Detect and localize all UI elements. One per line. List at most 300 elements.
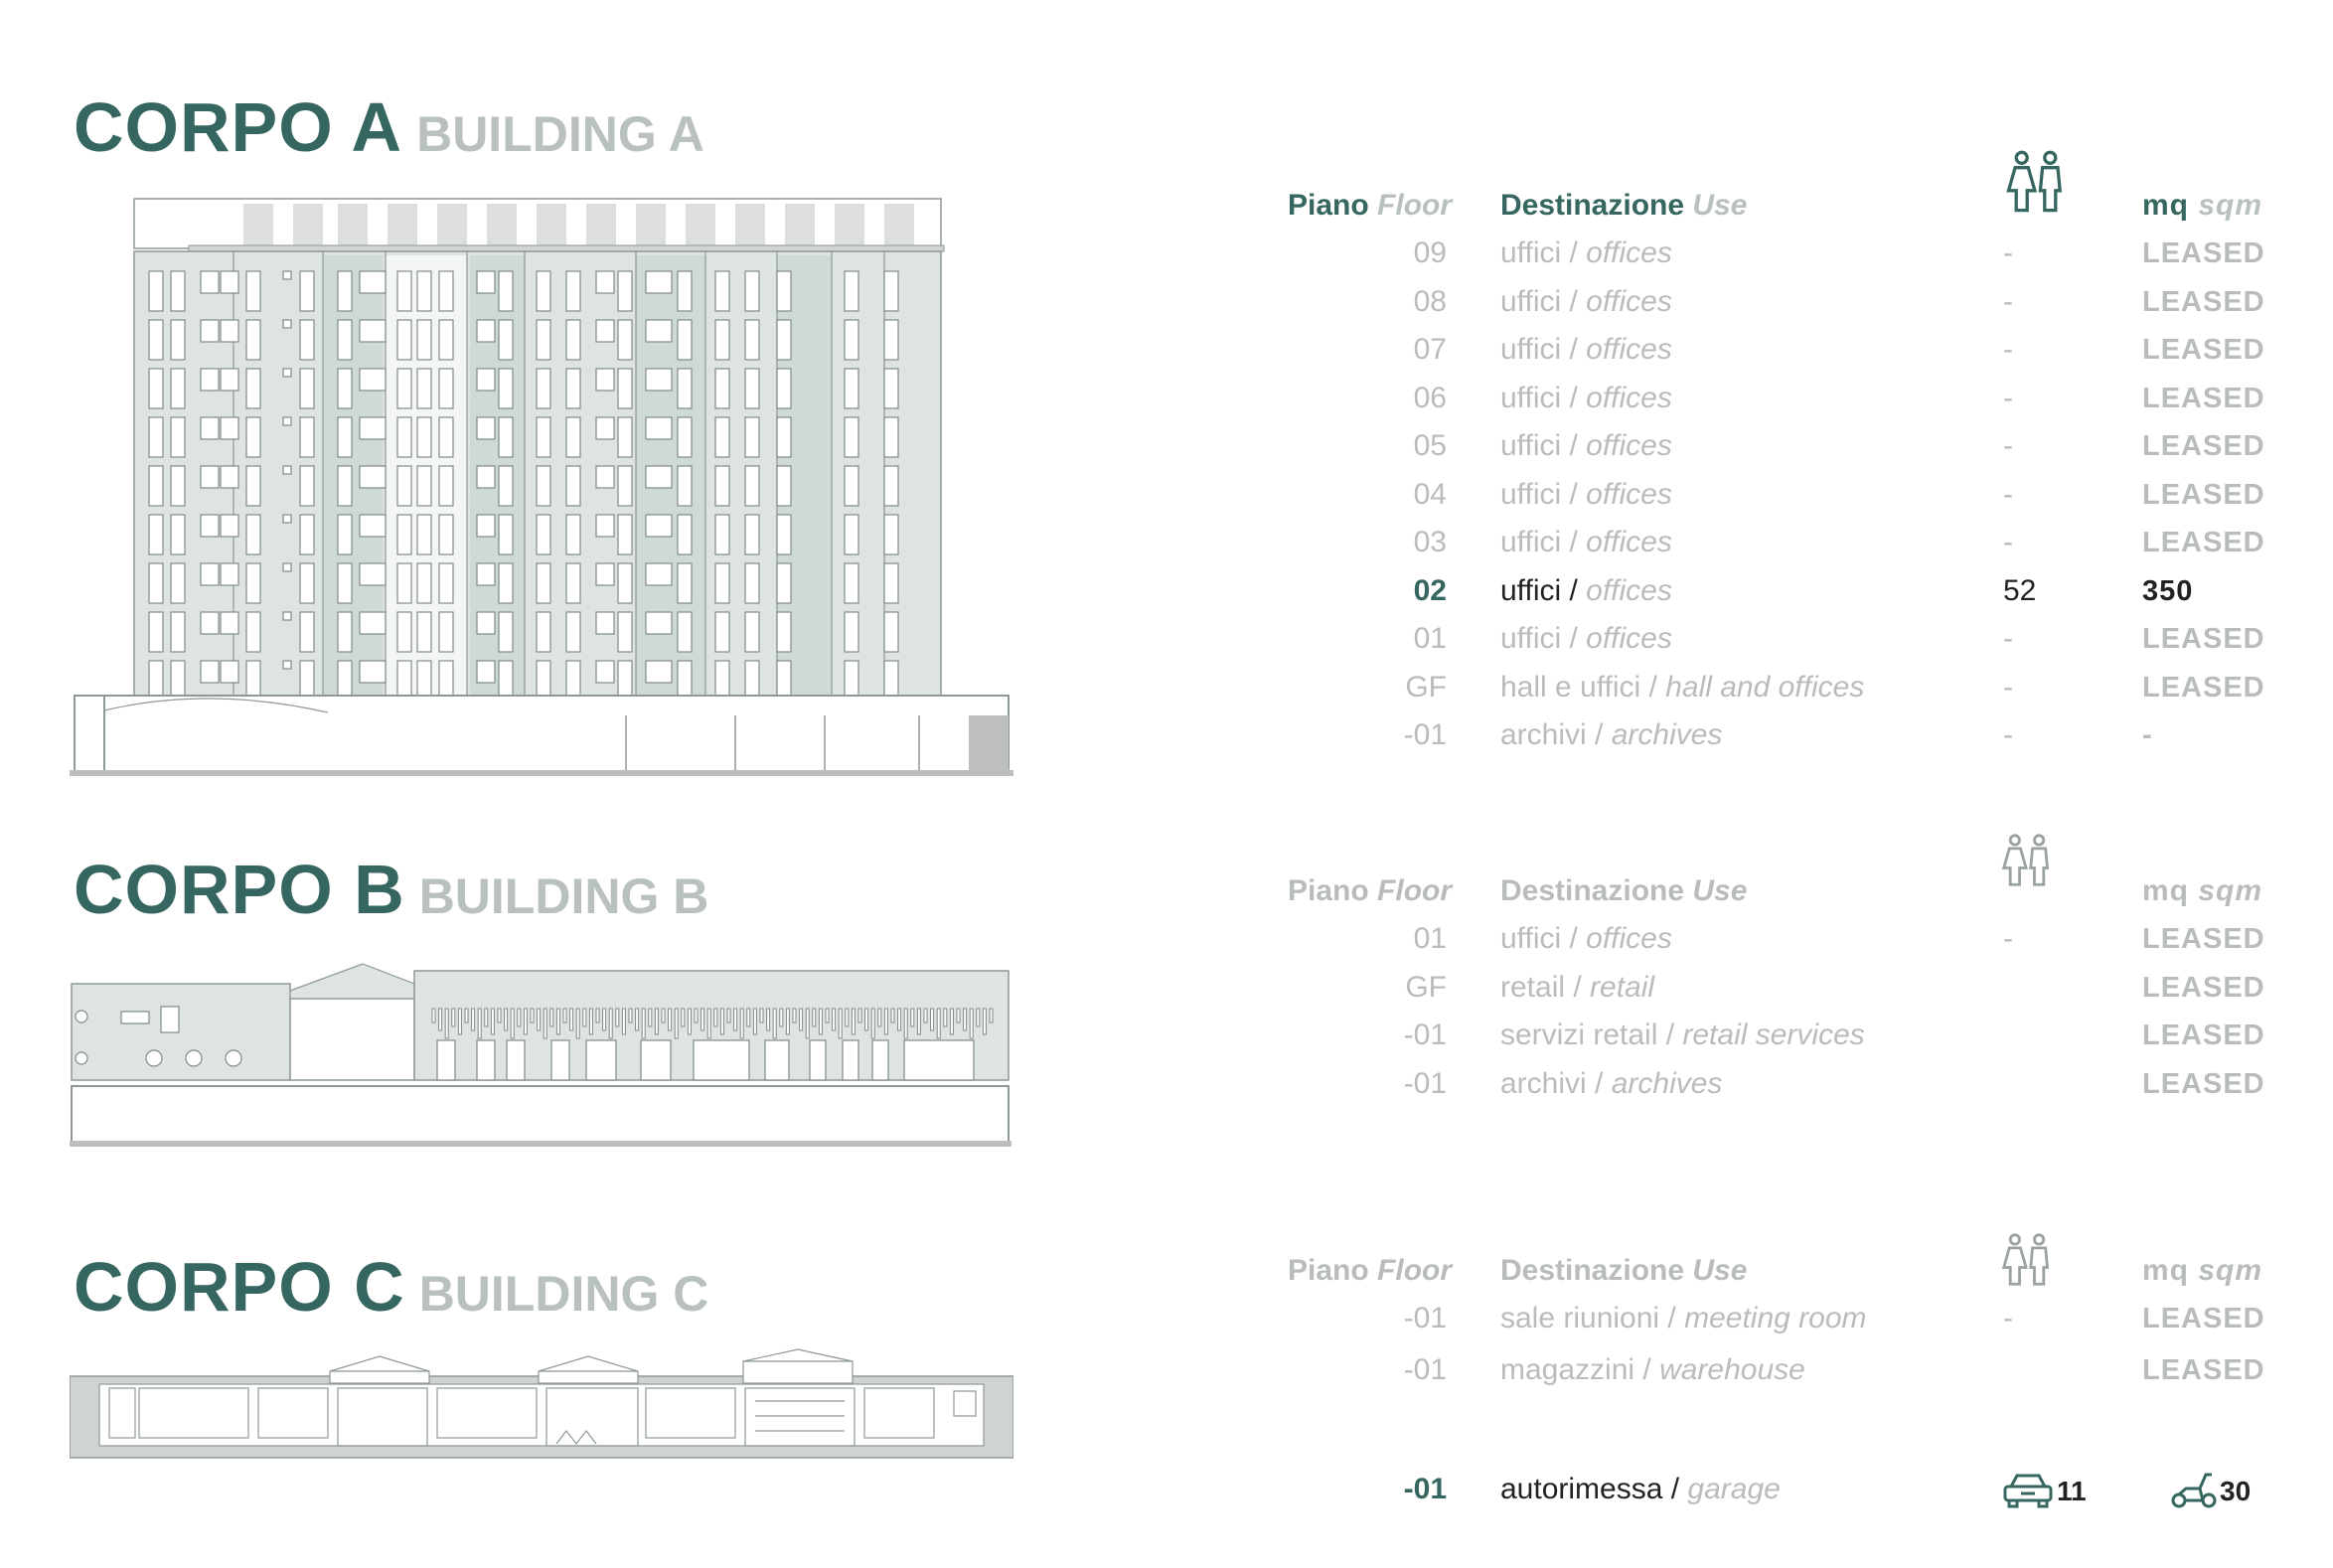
window [477, 661, 495, 683]
building-b-title [74, 850, 708, 929]
use-en: offices [1586, 574, 1672, 607]
floor-cell [1288, 526, 1447, 559]
floor-value: -01 [1403, 718, 1447, 751]
window [537, 417, 550, 457]
window [300, 271, 314, 311]
window [537, 271, 550, 311]
window [417, 369, 431, 408]
use-it: retail / [1500, 971, 1591, 1004]
window [596, 612, 614, 634]
window [845, 320, 858, 360]
header-sqm-en: sqm [2198, 189, 2263, 222]
facade-slot [852, 1009, 855, 1034]
window [745, 271, 759, 311]
window [221, 563, 238, 585]
people-value: - [2003, 922, 2013, 955]
window [777, 515, 791, 554]
facade-slot [800, 1009, 803, 1030]
header-floor [1288, 1254, 1453, 1288]
window [499, 515, 513, 554]
header-sqm-en: sqm [2198, 874, 2263, 907]
people-cell [2003, 333, 2013, 367]
header-sqm-it: mq [2142, 1254, 2189, 1287]
window [417, 515, 431, 554]
window [360, 563, 386, 585]
window [300, 417, 314, 457]
window [618, 369, 632, 408]
floor-cell [1288, 382, 1447, 415]
window [745, 417, 759, 457]
window [439, 515, 453, 554]
use-en: offices [1586, 285, 1672, 318]
window [596, 466, 614, 488]
use-it: uffici / [1500, 382, 1587, 414]
facade-slot [445, 1009, 448, 1038]
use-en: warehouse [1659, 1353, 1805, 1386]
header-sqm-it: mq [2142, 189, 2189, 222]
sqm-cell [2142, 1067, 2265, 1101]
window [417, 417, 431, 457]
window [618, 320, 632, 360]
window [338, 515, 352, 554]
storefront-opening [477, 1040, 495, 1080]
facade-slot [871, 1009, 874, 1038]
window [537, 320, 550, 360]
sqm-cell [2142, 333, 2265, 367]
people-icon [2003, 149, 2069, 215]
window [678, 417, 692, 457]
window [715, 466, 729, 506]
facade-slot [944, 1009, 947, 1026]
use-it: uffici / [1500, 478, 1587, 511]
floor-value: -01 [1403, 1353, 1447, 1386]
window [246, 612, 260, 652]
window [149, 466, 163, 506]
floor-value: 05 [1413, 429, 1447, 462]
use-en: offices [1586, 236, 1672, 269]
window [360, 515, 386, 537]
floor-value: GF [1405, 671, 1447, 704]
storefront-opening [904, 1040, 974, 1080]
facade-slot [813, 1009, 816, 1026]
facade-slot [753, 1009, 756, 1034]
sqm-value: LEASED [2142, 430, 2265, 462]
window [246, 417, 260, 457]
sqm-value: LEASED [2142, 383, 2265, 414]
use-it: uffici / [1500, 574, 1587, 607]
use-en: offices [1586, 382, 1672, 414]
window [221, 515, 238, 537]
window [201, 612, 219, 634]
window [884, 466, 898, 506]
floor-cell [1288, 1353, 1447, 1387]
people-value: - [2003, 429, 2013, 462]
sqm-cell [2142, 971, 2265, 1005]
facade-slot [839, 1009, 842, 1038]
use-cell [1500, 429, 1672, 463]
people-value: - [2003, 622, 2013, 655]
window [149, 515, 163, 554]
use-it: uffici / [1500, 922, 1587, 955]
storefront-opening [765, 1040, 789, 1080]
sqm-cell [2142, 1019, 2265, 1052]
facade-slot [701, 1009, 704, 1030]
window [745, 612, 759, 652]
people-value: - [2003, 382, 2013, 414]
window [149, 320, 163, 360]
sqm-cell [2142, 526, 2265, 559]
window [360, 661, 386, 683]
facade-slot [734, 1009, 737, 1030]
window [201, 515, 219, 537]
window [618, 271, 632, 311]
use-cell [1500, 718, 1722, 752]
window [283, 515, 291, 523]
window [477, 271, 495, 293]
use-en: offices [1586, 429, 1672, 462]
header-sqm [2142, 874, 2262, 908]
floor-cell [1288, 1302, 1447, 1335]
window [360, 466, 386, 488]
window [171, 320, 185, 360]
people-value: - [2003, 1302, 2013, 1334]
window [499, 612, 513, 652]
people-cell [2003, 236, 2013, 270]
window [646, 612, 672, 634]
window [201, 466, 219, 488]
window [884, 563, 898, 603]
window [566, 612, 580, 652]
window [246, 271, 260, 311]
floor-value: 08 [1413, 285, 1447, 318]
facade-slot [629, 1009, 632, 1022]
window [439, 369, 453, 408]
window [417, 466, 431, 506]
header-sqm [2142, 1254, 2262, 1288]
window [715, 271, 729, 311]
window [283, 612, 291, 620]
facade-slot [760, 1009, 763, 1022]
garage-use [1500, 1473, 1781, 1506]
facade-slot [904, 1009, 907, 1038]
people-cell [2003, 478, 2013, 512]
window [566, 369, 580, 408]
window [338, 369, 352, 408]
window [171, 612, 185, 652]
facade-slot [714, 1009, 717, 1026]
window [246, 466, 260, 506]
floor-value: -01 [1403, 1067, 1447, 1100]
people-value: - [2003, 478, 2013, 511]
scooter-icon [2170, 1471, 2218, 1510]
facade-slot [439, 1009, 442, 1030]
facade-slot [570, 1009, 573, 1030]
sqm-cell [2142, 1353, 2265, 1387]
use-cell [1500, 1302, 1867, 1335]
sqm-value: - [2142, 719, 2153, 751]
storefront-opening [551, 1040, 569, 1080]
use-cell [1500, 382, 1672, 415]
facade-slot [550, 1009, 553, 1026]
people-value: - [2003, 526, 2013, 558]
facade-slot [524, 1009, 527, 1034]
facade-slot [767, 1009, 770, 1030]
window [246, 320, 260, 360]
facade-slot [518, 1009, 521, 1026]
facade-slot [707, 1009, 710, 1038]
header-floor-en: Floor [1377, 189, 1453, 222]
facade-slot [898, 1009, 901, 1030]
window [283, 466, 291, 474]
window [338, 320, 352, 360]
header-sqm [2142, 189, 2262, 223]
facade-slot [990, 1009, 993, 1022]
window [221, 466, 238, 488]
floor-value: 01 [1413, 622, 1447, 655]
window [246, 563, 260, 603]
facade-slot [740, 1009, 743, 1038]
window [201, 563, 219, 585]
sqm-value: LEASED [2142, 672, 2265, 704]
building-b-title-en: BUILDING B [418, 868, 709, 924]
window [499, 271, 513, 311]
window [678, 369, 692, 408]
header-use-en: Use [1692, 874, 1748, 907]
window [221, 417, 238, 439]
car-icon [2001, 1471, 2055, 1510]
floor-cell [1288, 285, 1447, 319]
sqm-cell [2142, 922, 2265, 956]
use-cell [1500, 1067, 1722, 1101]
facade-slot [642, 1009, 645, 1038]
facade-slot [720, 1009, 723, 1034]
header-use-it: Destinazione [1500, 189, 1685, 222]
window [646, 515, 672, 537]
sqm-value: 350 [2142, 575, 2194, 607]
building-c-title-en: BUILDING C [418, 1266, 709, 1322]
facade-slot [478, 1009, 481, 1038]
use-it: uffici / [1500, 622, 1587, 655]
facade-slot [465, 1009, 468, 1022]
facade-slot [964, 1009, 967, 1030]
people-value: 52 [2003, 574, 2037, 607]
window [566, 515, 580, 554]
use-en: archives [1611, 718, 1723, 751]
window [499, 417, 513, 457]
window [338, 563, 352, 603]
storefront-opening [872, 1040, 888, 1080]
header-use-en: Use [1692, 1254, 1748, 1287]
people-value: - [2003, 285, 2013, 318]
use-it: hall e uffici / [1500, 671, 1666, 704]
building-a-title-it: CORPO A [74, 88, 403, 166]
facade-slot [485, 1009, 488, 1026]
window [417, 612, 431, 652]
sqm-cell [2142, 1302, 2265, 1335]
facade-slot [682, 1009, 685, 1026]
window [246, 369, 260, 408]
facade-slot [983, 1009, 986, 1034]
window [745, 320, 759, 360]
floor-value: 02 [1413, 574, 1447, 607]
window [171, 563, 185, 603]
building-b-elevation [70, 959, 1013, 1153]
window [283, 661, 291, 669]
people-value: - [2003, 333, 2013, 366]
window [884, 369, 898, 408]
use-cell [1500, 1353, 1805, 1387]
sqm-cell [2142, 429, 2265, 463]
window [477, 612, 495, 634]
window [439, 466, 453, 506]
facade-slot [603, 1009, 606, 1030]
header-floor [1288, 874, 1453, 908]
facade-slot [878, 1009, 881, 1026]
sqm-value: LEASED [2142, 623, 2265, 655]
header-floor-it: Piano [1288, 874, 1369, 907]
window [201, 320, 219, 342]
facade-slot [544, 1009, 546, 1038]
floor-cell [1288, 429, 1447, 463]
facade-slot [695, 1009, 698, 1022]
window [596, 661, 614, 683]
window [777, 417, 791, 457]
facade-slot [806, 1009, 809, 1038]
people-value: - [2003, 718, 2013, 751]
window [618, 612, 632, 652]
people-cell [2003, 718, 2013, 752]
facade-slot [917, 1009, 920, 1034]
header-sqm-it: mq [2142, 874, 2189, 907]
window [845, 612, 858, 652]
window [477, 515, 495, 537]
sqm-value: LEASED [2142, 972, 2265, 1004]
window [149, 612, 163, 652]
sqm-cell [2142, 718, 2153, 752]
sqm-cell [2142, 478, 2265, 512]
window [477, 417, 495, 439]
window [201, 661, 219, 683]
building-c-elevation [70, 1346, 1013, 1461]
people-cell [2003, 382, 2013, 415]
floor-value: -01 [1403, 1302, 1447, 1334]
facade-slot [937, 1009, 940, 1038]
window [715, 515, 729, 554]
facade-slot [655, 1009, 658, 1034]
window [338, 612, 352, 652]
storefront-opening [641, 1040, 671, 1080]
window [596, 563, 614, 585]
window [845, 369, 858, 408]
window [283, 271, 291, 279]
facade-slot [622, 1009, 625, 1034]
building-c-title [74, 1247, 708, 1327]
facade-slot [505, 1009, 508, 1030]
facade-slot [675, 1009, 678, 1038]
facade-slot [819, 1009, 822, 1034]
building-c-title-it: CORPO C [74, 1248, 405, 1326]
window [338, 271, 352, 311]
header-floor-it: Piano [1288, 189, 1369, 222]
building-a-elevation [70, 194, 1013, 780]
floor-cell [1288, 922, 1447, 956]
window [715, 369, 729, 408]
floor-cell [1288, 971, 1447, 1005]
window [618, 563, 632, 603]
facade-slot [924, 1009, 927, 1022]
people-cell [2003, 1302, 2013, 1335]
garage-floor [1288, 1473, 1447, 1506]
people-cell [2003, 526, 2013, 559]
use-it: uffici / [1500, 333, 1587, 366]
use-en: retail services [1682, 1019, 1865, 1051]
facade-slot [662, 1009, 665, 1022]
facade-slot [563, 1009, 566, 1022]
floor-cell [1288, 236, 1447, 270]
window [283, 417, 291, 425]
window [596, 369, 614, 391]
storefront-opening [694, 1040, 749, 1080]
window [360, 320, 386, 342]
header-floor-it: Piano [1288, 1254, 1369, 1287]
people-value: - [2003, 236, 2013, 269]
window [149, 563, 163, 603]
facade-slot [452, 1009, 455, 1026]
facade-slot [616, 1009, 619, 1026]
people-cell [2003, 429, 2013, 463]
window [360, 369, 386, 391]
window [646, 417, 672, 439]
window [499, 369, 513, 408]
facade-slot [432, 1009, 435, 1022]
use-en: offices [1586, 333, 1672, 366]
window [646, 661, 672, 683]
sqm-value: LEASED [2142, 923, 2265, 955]
window [221, 320, 238, 342]
floor-value: GF [1405, 971, 1447, 1004]
window [777, 369, 791, 408]
sqm-cell [2142, 285, 2265, 319]
window [646, 369, 672, 391]
window [246, 515, 260, 554]
facade-slot [786, 1009, 789, 1034]
facade-slot [498, 1009, 501, 1022]
use-en: offices [1586, 526, 1672, 558]
facade-slot [858, 1009, 861, 1022]
use-en: offices [1586, 478, 1672, 511]
storefront-opening [810, 1040, 826, 1080]
window [171, 369, 185, 408]
window [283, 369, 291, 377]
use-it: archivi / [1500, 718, 1612, 751]
people-icon [1999, 1232, 2055, 1288]
facade-slot [727, 1009, 730, 1022]
window [477, 563, 495, 585]
sqm-value: LEASED [2142, 286, 2265, 318]
facade-slot [950, 1009, 953, 1034]
window [283, 563, 291, 571]
window [715, 417, 729, 457]
window [566, 271, 580, 311]
window [845, 515, 858, 554]
window [149, 271, 163, 311]
window [149, 369, 163, 408]
window [618, 466, 632, 506]
floor-value: 06 [1413, 382, 1447, 414]
header-sqm-en: sqm [2198, 1254, 2263, 1287]
window [360, 612, 386, 634]
storefront-opening [507, 1040, 525, 1080]
